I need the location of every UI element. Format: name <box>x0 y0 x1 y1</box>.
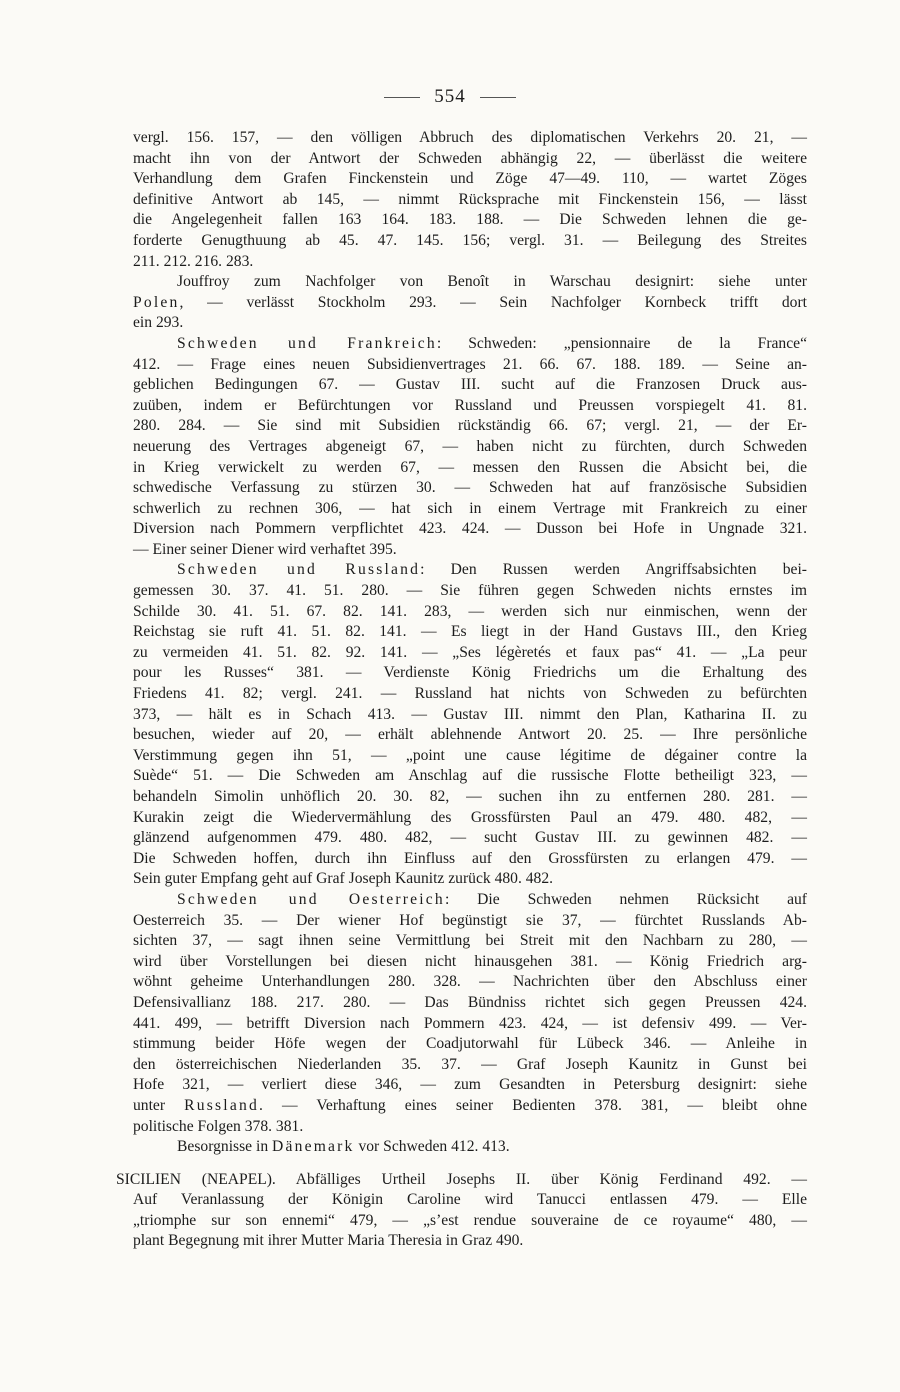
line-text: behandeln Simolin unhöflich 20. 30. 82, — suchen ihn zu entfernen 280. 281. — <box>133 788 807 805</box>
line-prefix: unter <box>133 1096 185 1114</box>
text-line <box>133 499 807 520</box>
index-paragraph <box>133 560 807 890</box>
spaced-keyword: Dänemark <box>272 1138 355 1156</box>
header-rule-right <box>480 97 516 98</box>
text-line <box>116 1231 807 1252</box>
line-text: den österreichischen Niederlanden 35. 37. — Graf Joseph Kaunitz in Gunst bei <box>133 1055 807 1073</box>
index-paragraph <box>133 272 807 334</box>
text-line <box>133 787 807 808</box>
line-text: Auf Veranlassung der Königin Caroline wird Tanucci entlassen 479. — Elle <box>133 1191 807 1209</box>
line-text: 373, — hält es in Schach 413. — Gustav III. nimmt den Plan, Katharina II. zu <box>133 705 807 723</box>
text-line <box>133 890 807 911</box>
line-text: politische Folgen 378. 381. <box>133 1117 304 1135</box>
text-line <box>133 622 807 643</box>
line-text: : Schweden: „pensionnaire de la France“ <box>436 334 807 352</box>
text-line <box>133 560 807 581</box>
text-line <box>133 149 807 170</box>
line-text: pour les Russes“ 381. — Verdienste König Friedrichs um die Erhaltung des <box>133 664 807 682</box>
line-text: . — Verhaftung eines seiner Bedienten 378. 381, — bleibt ohne <box>258 1096 807 1114</box>
spaced-keyword: Russland <box>184 1096 259 1114</box>
text-line <box>133 540 807 561</box>
text-line <box>133 911 807 932</box>
line-text: : Die Schweden nehmen Rücksicht auf <box>444 890 807 908</box>
text-line <box>133 190 807 211</box>
text-line <box>133 725 807 746</box>
line-text: gemessen 30. 37. 41. 51. 280. — Sie führen gegen Schweden nichts ernstes im <box>133 582 807 600</box>
text-line <box>133 746 807 767</box>
line-text: Defensivallianz 188. 217. 280. — Das Bündniss richtet sich gegen Preussen 424. <box>133 993 807 1011</box>
text-line <box>133 602 807 623</box>
text-line <box>133 1137 807 1158</box>
text-line <box>133 458 807 479</box>
text-line <box>133 1034 807 1055</box>
text-line <box>133 663 807 684</box>
line-text: Jouffroy zum Nachfolger von Benoît in Warschau designirt: siehe unter <box>177 273 807 291</box>
text-line <box>133 952 807 973</box>
text-line <box>116 1190 807 1211</box>
text-line <box>133 128 807 149</box>
text-line <box>133 355 807 376</box>
line-text: schwedische Verfassung zu stürzen 30. — Schweden hat auf französische Subsidien <box>133 479 807 497</box>
text-line <box>133 231 807 252</box>
line-text: 412. — Frage eines neuen Subsidienvertrages 21. 66. 67. 188. 189. — Seine an- <box>133 355 807 373</box>
text-line <box>116 1170 807 1191</box>
text-line <box>133 828 807 849</box>
line-text: Reichstag sie ruft 41. 51. 82. 141. — Es liegt in der Hand Gustavs III., den Krieg <box>133 623 807 641</box>
line-text: SICILIEN (NEAPEL). Abfälliges Urtheil Josephs II. über König Ferdinand 492. — <box>116 1170 807 1188</box>
index-paragraph <box>133 890 807 1137</box>
page-number: 554 <box>434 86 466 107</box>
line-text: in Krieg verwickelt zu werden 67, — messen den Russen die Absicht bei, die <box>133 458 807 476</box>
line-text: , — verlässt Stockholm 293. — Sein Nachfolger Kornbeck trifft dort <box>179 293 807 311</box>
text-line <box>133 1055 807 1076</box>
text-line <box>133 581 807 602</box>
text-line <box>133 478 807 499</box>
line-text: Die Schweden hoffen, durch ihn Einfluss auf den Grossfürsten zu erlangen 479. — <box>133 849 807 867</box>
line-text: stimmung beider Höfe wegen der Coadjutorwahl für Lübeck 346. — Anleihe in <box>133 1035 807 1053</box>
spaced-keyword: Schweden und Russland <box>177 561 421 579</box>
line-text: plant Begegnung mit ihrer Mutter Maria Theresia in Graz 490. <box>133 1232 524 1250</box>
text-line <box>133 293 807 314</box>
text-line <box>133 334 807 355</box>
line-prefix: Besorgnisse in <box>177 1138 273 1156</box>
line-text: Verhandlung dem Grafen Finckenstein und Zöge 47—49. 110, — wartet Zöges <box>133 170 807 188</box>
text-line <box>133 705 807 726</box>
text-line <box>116 1211 807 1232</box>
line-text: neuerung des Vertrages abgeneigt 67, — haben nicht zu fürchten, durch Schweden <box>133 437 807 455</box>
line-text: Hofe 321, — verliert diese 346, — zum Gesandten in Petersburg designirt: siehe <box>133 1076 807 1094</box>
text-line <box>133 1096 807 1117</box>
line-text: Verstimmung gegen ihn 51, — „point une cause légitime de dégainer contre la <box>133 746 807 764</box>
text-line <box>133 519 807 540</box>
index-text <box>116 128 807 1252</box>
line-text: Kurakin zeigt die Wiedervermählung des Grossfürsten Paul an 479. 480. 482, — <box>133 808 807 826</box>
line-text: : Den Russen werden Angriffsabsichten bei- <box>420 561 807 579</box>
line-text: zu vermeiden 41. 51. 82. 92. 141. — „Ses légèretés et faux pas“ 41. — „La peur <box>133 643 807 661</box>
spaced-keyword: Polen <box>133 293 180 311</box>
line-text: forderte Genugthuung ab 45. 47. 145. 156; vergl. 31. — Beilegung des Streites <box>133 231 807 249</box>
line-text: definitive Antwort ab 145, — nimmt Rücksprache mit Finckenstein 156, — lässt <box>133 190 807 208</box>
line-text: 441. 499, — betrifft Diversion nach Pommern 423. 424, — ist defensiv 499. — Ver- <box>133 1014 807 1032</box>
text-line <box>133 766 807 787</box>
text-line <box>133 313 807 334</box>
spaced-keyword: Schweden und Oesterreich <box>177 890 445 908</box>
text-line <box>133 993 807 1014</box>
line-text: glänzend aufgenommen 479. 480. 482, — sucht Gustav III. zu gewinnen 482. — <box>133 829 807 847</box>
index-paragraph <box>133 128 807 272</box>
line-text: die Angelegenheit fallen 163 164. 183. 188. — Die Schweden lehnen die ge- <box>133 211 807 229</box>
line-text: ein 293. <box>133 314 184 332</box>
line-text: Sein guter Empfang geht auf Graf Joseph Kaunitz zurück 480. 482. <box>133 870 554 888</box>
line-text: wird über Vorstellungen bei diesen nicht hinausgehen 381. — König Friedrich arg- <box>133 952 807 970</box>
line-text: besuchen, wieder auf 20, — erhält ablehnende Antwort 20. 25. — Ihre persönliche <box>133 726 807 744</box>
page-header <box>0 86 900 108</box>
line-text: macht ihn von der Antwort der Schweden abhängig 22, — überlässt die weitere <box>133 149 807 167</box>
text-line <box>133 849 807 870</box>
line-text: schwerlich zu rechnen 306, — hat sich in einem Vertrage mit Frankreich zu einer <box>133 499 807 517</box>
text-line <box>133 869 807 890</box>
spaced-keyword: Schweden und Frankreich <box>177 334 437 352</box>
line-text: Oesterreich 35. — Der wiener Hof begünstigt sie 37, — fürchtet Russlands Ab- <box>133 911 807 929</box>
line-text: geblichen Bedingungen 67. — Gustav III. sucht auf die Franzosen Druck aus- <box>133 376 807 394</box>
line-text: sichten 37, — sagt ihnen seine Vermittlung bei Streit mit den Nachbarn zu 280, — <box>133 932 807 950</box>
text-line <box>133 252 807 273</box>
text-line <box>133 210 807 231</box>
line-text: 280. 284. — Sie sind mit Subsidien rückständig 66. 67; vergl. 21, — der Er- <box>133 417 807 435</box>
line-text: Diversion nach Pommern verpflichtet 423. 424. — Dusson bei Hofe in Ungnade 321. <box>133 520 807 538</box>
text-line <box>133 931 807 952</box>
line-text: vor Schweden 412. 413. <box>354 1138 510 1156</box>
index-paragraph <box>133 1137 807 1158</box>
line-text: Schilde 30. 41. 51. 67. 82. 141. 283, — werden sich nur einmischen, wenn der <box>133 602 807 620</box>
text-line <box>133 1075 807 1096</box>
line-text: — Einer seiner Diener wird verhaftet 395. <box>133 540 397 558</box>
text-line <box>133 972 807 993</box>
text-line <box>133 272 807 293</box>
text-line <box>133 396 807 417</box>
line-text: 211. 212. 216. 283. <box>133 252 254 270</box>
text-line <box>133 437 807 458</box>
line-text: zuüben, indem er Befürchtungen vor Russland und Preussen vorspiegelt 41. 81. <box>133 396 807 414</box>
text-line <box>133 416 807 437</box>
text-line <box>133 1117 807 1138</box>
text-line <box>133 643 807 664</box>
index-section-entry <box>116 1170 807 1252</box>
text-line <box>133 808 807 829</box>
line-text: Friedens 41. 82; vergl. 241. — Russland hat nichts von Schweden zu befürchten <box>133 685 807 703</box>
line-text: wöhnt geheime Unterhandlungen 280. 328. — Nachrichten über den Abschluss einer <box>133 973 807 991</box>
header-rule-left <box>384 97 420 98</box>
index-paragraph <box>133 334 807 561</box>
text-line <box>133 1014 807 1035</box>
line-text: Suède“ 51. — Die Schweden am Anschlag auf die russische Flotte betheiligt 323, — <box>133 767 807 785</box>
text-line <box>133 169 807 190</box>
line-text: „triomphe sur son ennemi“ 479, — „s’est rendue souveraine de ce royaume“ 480, — <box>133 1211 807 1229</box>
text-line <box>133 375 807 396</box>
line-text: vergl. 156. 157, — den völligen Abbruch des diplomatischen Verkehrs 20. 21, — <box>133 129 807 146</box>
text-line <box>133 684 807 705</box>
